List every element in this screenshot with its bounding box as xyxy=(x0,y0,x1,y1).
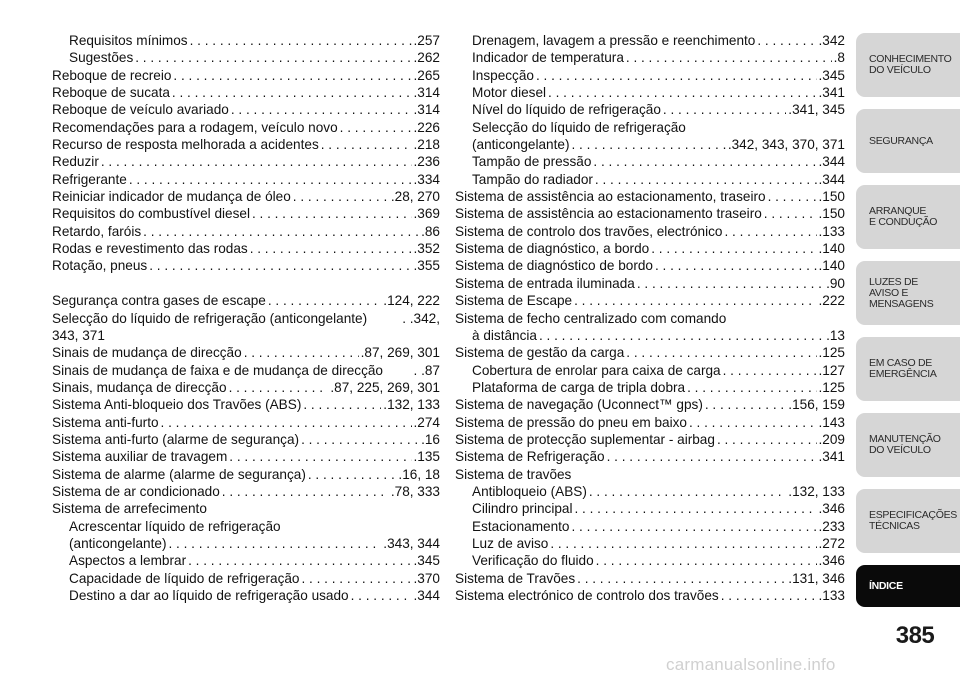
index-entry xyxy=(52,292,440,309)
page-number: 385 xyxy=(895,622,935,649)
index-entry xyxy=(455,223,845,240)
index-entry-term: Reboque de recreio xyxy=(52,67,172,83)
section-tab[interactable] xyxy=(856,337,960,401)
section-tab-label: LUZES DE AVISO E MENSAGENS xyxy=(869,275,934,310)
index-entry-pages: .236 xyxy=(413,154,440,170)
index-dot-leader xyxy=(571,518,816,535)
index-dot-leader xyxy=(687,379,816,396)
index-entry xyxy=(455,396,845,413)
index-entry-term: Selecção do líquido de refrigeração xyxy=(472,119,686,135)
section-tab[interactable] xyxy=(856,109,960,173)
index-entry xyxy=(455,587,845,604)
index-entry-pages: .370 xyxy=(413,570,440,586)
index-dot-leader xyxy=(252,205,412,222)
index-entry-term: Rotação, pneus xyxy=(52,258,148,274)
index-entry-term: Cilindro principal xyxy=(472,501,573,517)
index-entry-term: Refrigerante xyxy=(52,171,127,187)
index-entry xyxy=(455,414,845,431)
index-gap xyxy=(52,275,440,292)
index-entry-term: Sistema de assistência ao estacionamento traseiro xyxy=(455,206,762,222)
index-entry xyxy=(455,67,845,84)
index-entry-pages: .87, 225, 269, 301 xyxy=(330,379,440,395)
index-entry xyxy=(455,188,845,205)
index-dot-leader xyxy=(574,292,816,309)
index-entry-term: (anticongelante) xyxy=(69,535,167,551)
section-tab[interactable] xyxy=(856,33,960,97)
index-entry-term: Sinais de mudança de faixa e de mudança de direcção xyxy=(52,362,383,378)
index-dot-leader xyxy=(764,205,817,222)
index-entry xyxy=(52,587,440,604)
index-entry xyxy=(455,240,845,257)
index-dot-leader xyxy=(173,67,411,84)
index-entry-pages: .343, 344 xyxy=(383,535,440,551)
index-entry-pages: .131, 346 xyxy=(788,570,845,586)
index-entry-term: Sistema anti-furto xyxy=(52,414,159,430)
index-column-right xyxy=(455,32,845,604)
index-dot-leader xyxy=(340,119,412,136)
index-dot-leader xyxy=(626,344,816,361)
index-entry xyxy=(455,483,845,500)
index-entry-pages: .265 xyxy=(413,67,440,83)
index-entry-pages: .125 xyxy=(818,345,845,361)
index-entry xyxy=(52,188,440,205)
index-entry-term: Sistema de entrada iluminada xyxy=(455,275,635,291)
section-tab[interactable] xyxy=(856,565,960,607)
index-dot-leader xyxy=(351,587,412,604)
index-dot-leader xyxy=(539,327,824,344)
index-entry xyxy=(455,84,845,101)
index-dot-leader xyxy=(689,414,817,431)
index-entry-pages: .262 xyxy=(413,50,440,66)
index-dot-leader xyxy=(308,466,397,483)
index-dot-leader xyxy=(548,84,816,101)
index-entry xyxy=(52,205,440,222)
index-entry-term: Sistema de Refrigeração xyxy=(455,449,605,465)
index-entry-term: Sistema de controlo dos travões, electrónico xyxy=(455,223,723,239)
index-entry xyxy=(52,153,440,170)
index-entry-pages: .132, 133 xyxy=(383,397,440,413)
index-entry-term: Reboque de sucata xyxy=(52,85,170,101)
index-entry-term: Sistema de travões xyxy=(455,466,572,482)
index-entry xyxy=(455,101,845,118)
index-entry-term: Rodas e revestimento das rodas xyxy=(52,241,248,257)
index-dot-leader xyxy=(575,500,817,517)
index-entry-term: Reiniciar indicador de mudança de óleo xyxy=(52,189,291,205)
index-entry-term: Indicador de temperatura xyxy=(472,50,624,66)
index-entry-pages: .314 xyxy=(413,85,440,101)
index-entry-pages: .140 xyxy=(818,258,845,274)
index-dot-leader xyxy=(595,171,817,188)
index-entry-term: Reduzir xyxy=(52,154,99,170)
index-dot-leader xyxy=(149,257,411,274)
index-dot-leader xyxy=(705,396,786,413)
index-dot-leader xyxy=(596,552,817,569)
index-entry-pages: .124, 222 xyxy=(383,293,440,309)
index-entry-pages: .87, 269, 301 xyxy=(360,345,440,361)
index-entry xyxy=(52,171,440,188)
section-tab[interactable] xyxy=(856,185,960,249)
index-entry-pages: .274 xyxy=(413,414,440,430)
index-entry xyxy=(455,292,845,309)
index-entry-pages: .140 xyxy=(818,241,845,257)
index-entry-term: Requisitos do combustível diesel xyxy=(52,206,250,222)
index-entry-pages: .13 xyxy=(826,327,845,343)
index-entry xyxy=(455,518,845,535)
index-dot-leader xyxy=(229,379,329,396)
index-entry xyxy=(52,136,440,153)
index-entry-pages: .8 xyxy=(833,50,845,66)
index-entry xyxy=(455,362,845,379)
index-entry xyxy=(455,32,845,49)
index-entry-pages: .341 xyxy=(818,85,845,101)
index-entry-pages: .150 xyxy=(818,189,845,205)
index-dot-leader xyxy=(724,223,816,240)
index-entry xyxy=(52,310,440,327)
index-entry-pages: .341 xyxy=(818,449,845,465)
index-entry-term: Sistema de Travões xyxy=(455,570,576,586)
index-entry-pages: .344 xyxy=(818,171,845,187)
index-entry-continuation: 343, 371 xyxy=(52,327,105,343)
index-dot-leader xyxy=(188,552,411,569)
index-entry-pages: .272 xyxy=(818,535,845,551)
index-entry-pages: .346 xyxy=(818,553,845,569)
index-dot-leader xyxy=(143,223,419,240)
index-dot-leader xyxy=(229,448,411,465)
index-entry-term: Tampão do radiador xyxy=(472,171,593,187)
index-entry-pages: .369 xyxy=(413,206,440,222)
index-entry-pages: .156, 159 xyxy=(788,397,845,413)
index-entry-pages: .334 xyxy=(413,171,440,187)
index-entry xyxy=(455,257,845,274)
index-entry xyxy=(52,466,440,483)
index-entry-term: Sistema de diagnóstico de bordo xyxy=(455,258,653,274)
section-tab-label: MANUTENÇÃO DO VEÍCULO xyxy=(869,433,941,456)
section-tab-label: ÍNDICE xyxy=(869,579,903,592)
index-entry-pages: .222 xyxy=(818,293,845,309)
index-entry-pages: .342, 343, 370, 371 xyxy=(727,137,845,153)
index-entry xyxy=(52,32,440,49)
index-dot-leader xyxy=(607,448,817,465)
index-entry xyxy=(455,327,845,344)
index-entry-pages: .341, 345 xyxy=(788,102,845,118)
index-dot-leader xyxy=(651,240,816,257)
index-entry-pages: .132, 133 xyxy=(788,483,845,499)
index-entry xyxy=(52,448,440,465)
index-entry xyxy=(52,240,440,257)
index-entry xyxy=(455,49,845,66)
index-dot-leader xyxy=(222,483,389,500)
index-entry-pages: .233 xyxy=(818,518,845,534)
index-entry xyxy=(455,119,845,136)
index-entry-term: Segurança contra gases de escape xyxy=(52,293,266,309)
index-entry-pages: .127 xyxy=(818,362,845,378)
index-entry xyxy=(52,414,440,431)
index-entry xyxy=(455,431,845,448)
index-dot-leader xyxy=(577,570,786,587)
section-tab[interactable] xyxy=(856,261,960,325)
index-entry-term: Requisitos mínimos xyxy=(69,33,188,48)
index-entry-term: Sistema de pressão do pneu em baixo xyxy=(455,414,687,430)
index-dot-leader xyxy=(302,570,412,587)
index-entry xyxy=(455,171,845,188)
index-entry xyxy=(455,535,845,552)
index-dot-leader xyxy=(268,292,381,309)
index-entry-pages: .135 xyxy=(413,449,440,465)
index-entry xyxy=(52,223,440,240)
index-entry xyxy=(52,431,440,448)
index-entry-pages: .342 xyxy=(818,33,845,48)
index-entry xyxy=(455,153,845,170)
index-entry-term: Verificação do fluido xyxy=(472,553,594,569)
section-tab-label: ESPECIFICAÇÕES TÉCNICAS xyxy=(869,509,957,532)
section-tab-label: ARRANQUE E CONDUÇÃO xyxy=(869,205,938,228)
index-entry xyxy=(455,500,845,517)
index-entry-term: Sistema de arrefecimento xyxy=(52,501,207,517)
index-entry-term: Sistema auxiliar de travagem xyxy=(52,449,228,465)
index-dot-leader xyxy=(301,431,419,448)
index-dot-leader xyxy=(721,587,817,604)
index-entry-pages: .257 xyxy=(413,33,440,48)
index-dot-leader xyxy=(637,275,824,292)
index-entry-term: Sistema anti-furto (alarme de segurança) xyxy=(52,431,300,447)
index-dot-leader xyxy=(321,136,412,153)
index-entry-term: Retardo, faróis xyxy=(52,223,142,239)
index-entry-term: Plataforma de carga de tripla dobra xyxy=(472,379,686,395)
index-dot-leader xyxy=(303,396,381,413)
index-entry xyxy=(52,396,440,413)
index-dot-leader xyxy=(757,32,816,49)
index-entry-term: Antibloqueio (ABS) xyxy=(472,483,587,499)
section-tab-label: EM CASO DE EMERGÊNCIA xyxy=(869,357,937,380)
index-dot-leader xyxy=(244,344,359,361)
index-entry-term: Sistema de alarme (alarme de segurança) xyxy=(52,466,306,482)
index-dot-leader xyxy=(550,535,816,552)
index-dot-leader xyxy=(717,431,817,448)
index-dot-leader xyxy=(572,136,726,153)
index-entry xyxy=(52,535,440,552)
index-entry-term: Sistema de fecho centralizado com comando xyxy=(455,310,727,326)
index-column-left xyxy=(52,32,440,604)
index-entry-term: Nível do líquido de refrigeração xyxy=(472,102,661,118)
index-entry-pages: .86 xyxy=(421,223,440,239)
index-entry-term: Cobertura de enrolar para caixa de carga xyxy=(472,362,721,378)
section-tab-label: CONHECIMENTO DO VEÍCULO xyxy=(869,53,952,76)
index-entry xyxy=(455,275,845,292)
index-entry xyxy=(455,448,845,465)
index-entry-term: Acrescentar líquido de refrigeração xyxy=(69,518,281,534)
index-entry xyxy=(52,67,440,84)
index-entry-pages: .78, 333 xyxy=(390,483,440,499)
index-entry-term: Sistema de assistência ao estacionamento, traseiro xyxy=(455,189,766,205)
index-dot-leader xyxy=(250,240,412,257)
index-dot-leader xyxy=(663,101,786,118)
index-entry xyxy=(455,379,845,396)
index-entry xyxy=(455,344,845,361)
index-entry-term: Inspecção xyxy=(472,67,534,83)
index-entry xyxy=(52,101,440,118)
index-entry-pages: .344 xyxy=(818,154,845,170)
index-dot-leader xyxy=(231,101,412,118)
index-entry-pages: .150 xyxy=(818,206,845,222)
index-entry xyxy=(455,570,845,587)
index-entry-term: Luz de aviso xyxy=(472,535,549,551)
index-entry-term: Tampão de pressão xyxy=(472,154,592,170)
index-entry-pages: .90 xyxy=(826,275,845,291)
index-dot-leader xyxy=(589,483,786,500)
index-entry xyxy=(52,483,440,500)
section-tabs xyxy=(856,33,960,603)
index-entry-term: Sinais de mudança de direcção xyxy=(52,345,242,361)
section-tab[interactable] xyxy=(856,413,960,477)
index-entry-pages: . .87 xyxy=(413,362,440,378)
index-entry-pages: .352 xyxy=(413,241,440,257)
index-dot-leader xyxy=(593,153,816,170)
index-entry-term: Sistema Anti-bloqueio dos Travões (ABS) xyxy=(52,397,302,413)
index-entry-term: Drenagem, lavagem a pressão e reenchimento xyxy=(472,33,756,48)
index-entry-pages: .218 xyxy=(413,137,440,153)
index-entry-pages: .143 xyxy=(818,414,845,430)
index-dot-leader xyxy=(293,188,389,205)
index-dot-leader xyxy=(101,153,412,170)
index-entry-pages: .16, 18 xyxy=(398,466,440,482)
index-entry xyxy=(52,500,440,517)
index-entry-pages: .133 xyxy=(818,588,845,603)
index-entry-term: Sugestões xyxy=(69,50,134,66)
index-entry-pages: .16 xyxy=(421,431,440,447)
index-entry xyxy=(52,570,440,587)
index-dot-leader xyxy=(536,67,817,84)
index-entry-pages: .133 xyxy=(818,223,845,239)
index-entry-term: (anticongelante) xyxy=(472,137,570,153)
index-dot-leader xyxy=(723,362,817,379)
index-entry-term: Recomendações para a rodagem, veículo novo xyxy=(52,119,338,135)
index-entry xyxy=(455,205,845,222)
index-entry xyxy=(455,466,845,483)
index-entry-term: Sistema de Escape xyxy=(455,293,573,309)
index-dot-leader xyxy=(655,257,817,274)
index-dot-leader xyxy=(129,171,412,188)
index-entry-term: Recurso de resposta melhorada a acidentes xyxy=(52,137,319,153)
index-entry-term: Sistema de ar condicionado xyxy=(52,483,220,499)
index-entry-pages: .344 xyxy=(413,588,440,603)
index-entry xyxy=(52,257,440,274)
index-entry xyxy=(52,84,440,101)
index-dot-leader xyxy=(161,414,412,431)
index-entry-term: Sinais, mudança de direcção xyxy=(52,379,227,395)
index-dot-leader xyxy=(768,188,817,205)
index-dot-leader xyxy=(135,49,411,66)
index-entry-term: Sistema electrónico de controlo dos travões xyxy=(455,588,719,603)
index-entry xyxy=(52,518,440,535)
index-entry-term: Reboque de veículo avariado xyxy=(52,102,229,118)
index-entry-pages: .209 xyxy=(818,431,845,447)
index-entry-term: Aspectos a lembrar xyxy=(69,553,187,569)
index-dot-leader xyxy=(626,49,832,66)
index-entry xyxy=(52,379,440,396)
index-entry-pages: .346 xyxy=(818,501,845,517)
index-entry xyxy=(52,362,440,379)
index-entry xyxy=(52,552,440,569)
index-entry xyxy=(52,49,440,66)
index-entry-term: à distância xyxy=(472,327,537,343)
index-entry-term: Sistema de gestão da carga xyxy=(455,345,625,361)
index-dot-leader xyxy=(190,32,412,49)
section-tab-label: SEGURANÇA xyxy=(869,134,933,147)
index-entry-pages: .28, 270 xyxy=(390,189,440,205)
index-dot-leader xyxy=(169,535,382,552)
index-entry-pages: .226 xyxy=(413,119,440,135)
section-tab[interactable] xyxy=(856,489,960,553)
index-entry-term: Capacidade de líquido de refrigeração xyxy=(69,570,300,586)
index-entry-term: Sistema de protecção suplementar - airbag xyxy=(455,431,715,447)
index-entry-pages: .314 xyxy=(413,102,440,118)
index-dot-leader xyxy=(172,84,412,101)
index-entry xyxy=(455,552,845,569)
index-entry xyxy=(52,344,440,361)
index-entry xyxy=(455,310,845,327)
index-entry-term: Destino a dar ao líquido de refrigeração usado xyxy=(69,588,349,603)
index-entry-term: Estacionamento xyxy=(472,518,570,534)
index-entry-term: Sistema de navegação (Uconnect™ gps) xyxy=(455,397,703,413)
index-entry-pages: . .342, xyxy=(402,310,440,326)
index-entry-pages: .345 xyxy=(818,67,845,83)
index-entry-pages: .125 xyxy=(818,379,845,395)
index-entry xyxy=(455,136,845,153)
watermark: carmanualsonline.info xyxy=(666,655,836,674)
index-entry xyxy=(52,119,440,136)
index-entry-term: Motor diesel xyxy=(472,85,547,101)
index-entry-term: Selecção do líquido de refrigeração (anticongelante) xyxy=(52,310,368,326)
index-entry-term: Sistema de diagnóstico, a bordo xyxy=(455,241,650,257)
index-entry-pages: .355 xyxy=(413,258,440,274)
index-entry-pages: .345 xyxy=(413,553,440,569)
